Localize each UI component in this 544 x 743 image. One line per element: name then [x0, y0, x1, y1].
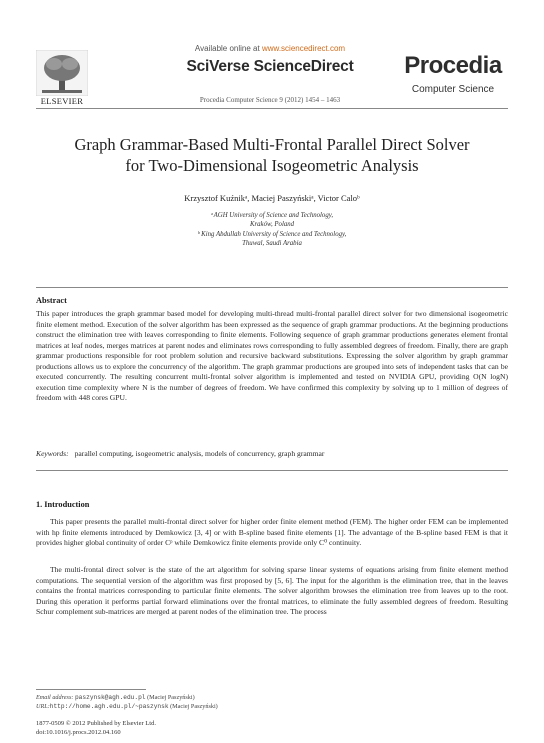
- elsevier-wordmark: ELSEVIER: [40, 96, 84, 106]
- introduction-paragraph-2: The multi-frontal direct solver is the state of the art algorithm for solving sparse linear systems of equations arising from finite element method computations. The sequential version of the algorithm was first proposed by [5, 6]. The input for the algorithm is the elimination tree, that in the leaves contains the frontal matrices corresponding to particular finite elements. The solver algorithm browses the elimination tree from leaves up to the root. During this operation it performs partial forward eliminations over the frontal matrices, to eliminate the fully assembled degrees of freedom. Resulting Schur complement sub-matrices are merged at parent nodes of the elimination tree. The process: [36, 565, 508, 616]
- keywords-label: Keywords:: [36, 449, 69, 458]
- elsevier-tree-logo: [36, 50, 88, 96]
- journal-citation: Procedia Computer Science 9 (2012) 1454 – 1463: [199, 96, 341, 104]
- abstract-top-rule: [36, 287, 508, 288]
- email-owner: (Maciej Paszyński): [147, 694, 195, 701]
- title-line-1: Graph Grammar-Based Multi-Frontal Parallel Direct Solver: [74, 135, 470, 154]
- sciverse-logo: SciVerse ScienceDirect: [186, 58, 354, 75]
- introduction-heading: 1. Introduction: [36, 500, 90, 509]
- abstract-bottom-rule: [36, 470, 508, 471]
- url-label: URL:: [36, 703, 50, 710]
- url-footnote: [36, 703, 218, 710]
- footnote-rule: [36, 689, 146, 690]
- keywords-line: [36, 449, 508, 458]
- affiliation-b-line-1: ᵇ King Abdullah University of Science and Technology,: [197, 231, 347, 238]
- author-list: Krzysztof Kuźnikᵃ, Maciej Paszyńskiᵃ, Victor Caloᵇ: [184, 193, 360, 203]
- sciencedirect-link[interactable]: www.sciencedirect.com: [261, 44, 346, 53]
- affiliation-b: [140, 230, 404, 248]
- homepage-url[interactable]: http://home.agh.edu.pl/~paszynsk: [49, 703, 169, 710]
- procedia-logo: Procedia: [404, 52, 502, 79]
- affiliation-a-line-1: ᵃAGH University of Science and Technology,: [210, 212, 334, 219]
- affiliation-a: [140, 211, 404, 229]
- paper-title: [40, 134, 504, 176]
- header-divider: [36, 108, 508, 109]
- availability-prefix: Available online at: [194, 44, 262, 53]
- procedia-subtitle: Computer Science: [411, 84, 495, 95]
- title-line-2: for Two-Dimensional Isogeometric Analysis: [125, 156, 419, 175]
- availability-line: [160, 44, 380, 53]
- email-footnote: [36, 694, 195, 701]
- affiliation-a-line-2: Kraków, Poland: [249, 221, 295, 228]
- abstract-heading: Abstract: [36, 296, 67, 305]
- issn-copyright: 1877-0509 © 2012 Published by Elsevier Ltd.: [36, 720, 156, 727]
- url-owner: (Maciej Paszyński): [170, 703, 218, 710]
- keywords-text: parallel computing, isogeometric analysis, models of concurrency, graph grammar: [74, 449, 325, 458]
- doi-line[interactable]: doi:10.1016/j.procs.2012.04.160: [36, 729, 121, 736]
- introduction-paragraph-1: This paper presents the parallel multi-frontal direct solver for higher order finite element method (FEM). The higher order FEM can be implemented with hp finite elements introduced by Demkowicz [3, 4] or with B-spline based finite elements [1]. The advantage of the B-spline based FEM is that it provides higher global continuity of order Cᵖ while Demkowicz finite elements provide only C⁰ continuity.: [36, 517, 508, 547]
- email-address[interactable]: paszynsk@agh.edu.pl: [74, 694, 146, 701]
- email-label: Email address:: [36, 694, 74, 701]
- affiliation-b-line-2: Thuwal, Saudi Arabia: [242, 240, 302, 247]
- publication-info: [36, 719, 156, 737]
- abstract-text: This paper introduces the graph grammar based model for developing multi-thread multi-frontal parallel direct solver for two dimensional isogeometric finite element method. Execution of the solver algorithm has been expressed as the sequence of graph grammar productions. At the beginning productions construct the elimination tree with leaves corresponding to finite elements. Following sequence of graph grammar productions generates element frontal matrices at leaf nodes, merges matrices at parent nodes and eliminates rows corresponding to fully assembled degrees of freedom. Finally, there are graph grammar productions responsible for root problem solution and recursive backward substitutions. Expressing the solver algorithm by graph grammar productions allows us to explore the concurrency of the algorithm. The graph grammar productions are grouped into sets of independent tasks that can be executed concurrently. The resulting concurrent multi-frontal solver algorithm is implemented and tested on NVIDIA GPU, providing O(N logN) execution time complexity where N is the number of degrees of freedom. We have confirmed this complexity by solving up to 1 million of degrees of freedom with 448 cores GPU.: [36, 309, 508, 402]
